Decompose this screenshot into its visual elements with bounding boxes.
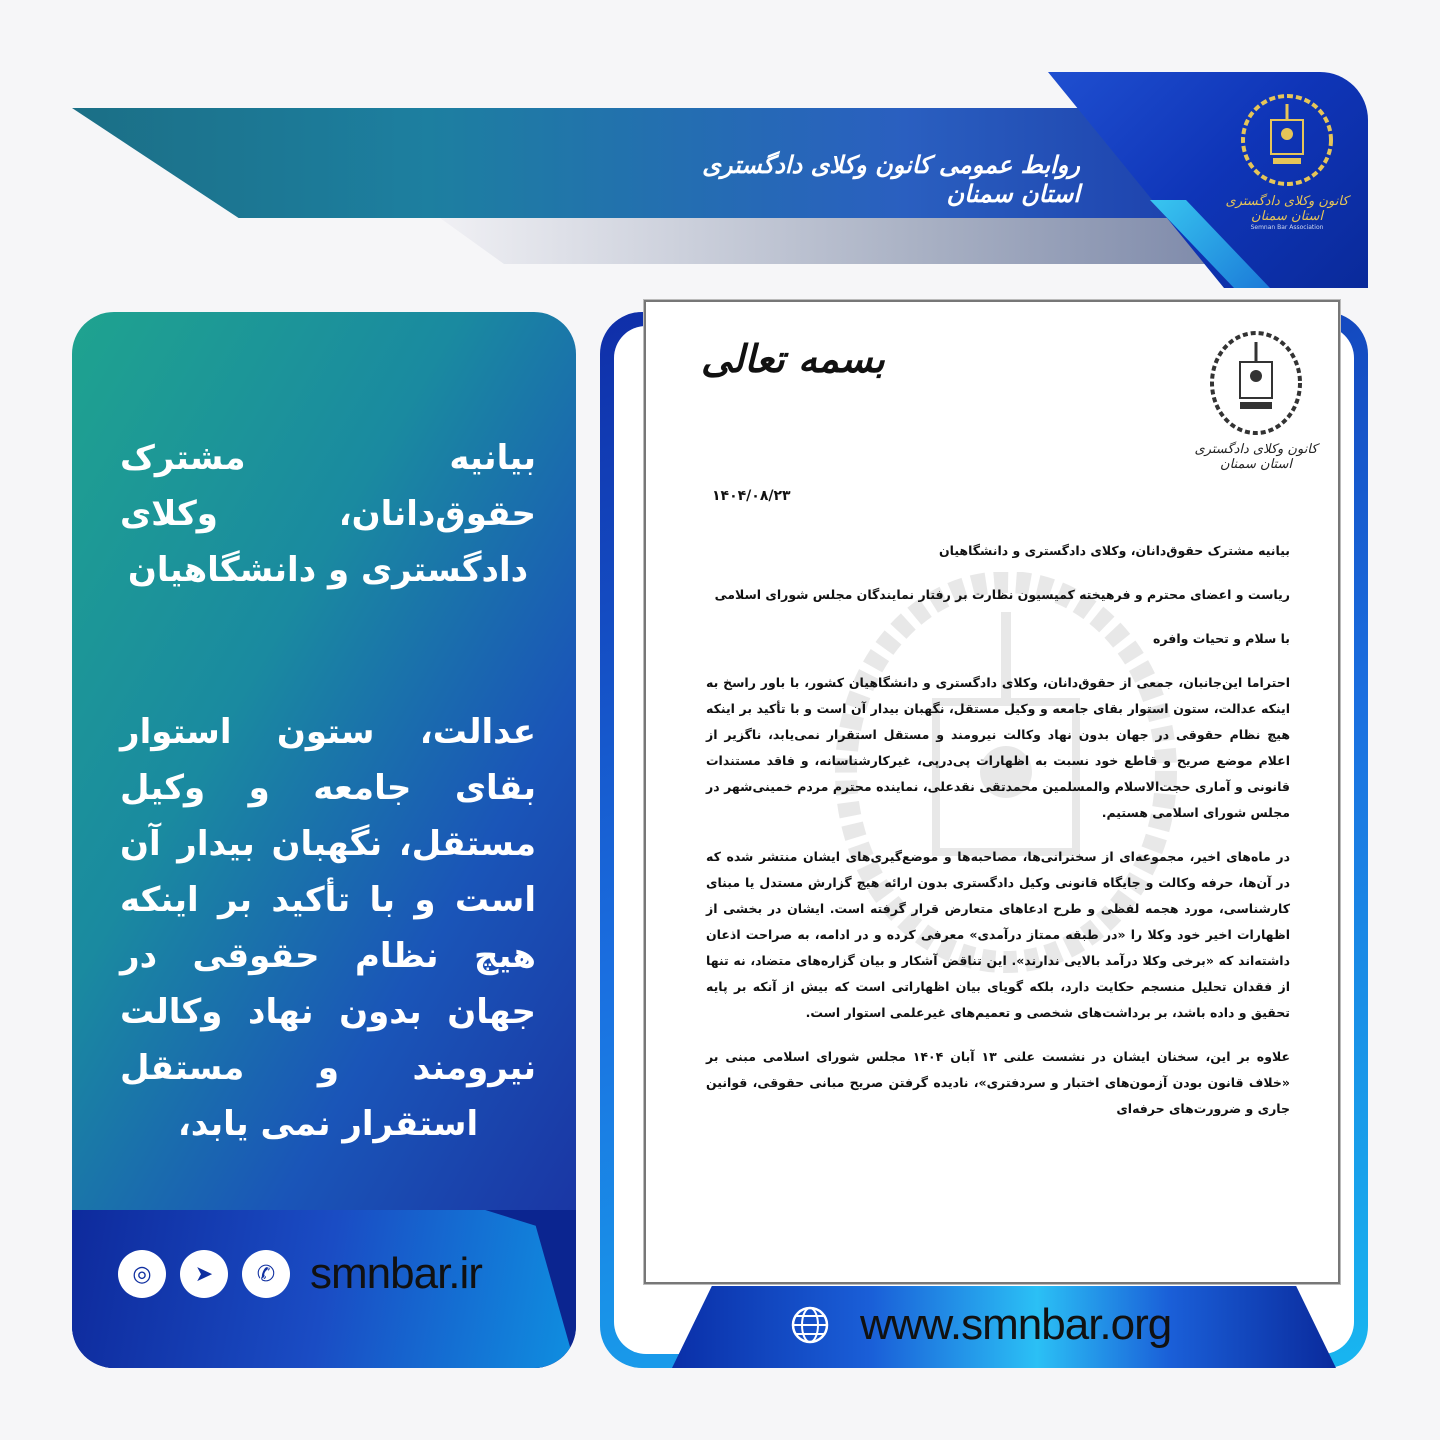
- letter-addressee: ریاست و اعضای محترم و فرهیخته کمیسیون نظارت بر رفتار نمایندگان مجلس شورای اسلامی: [714, 587, 1290, 602]
- statement-excerpt: عدالت، ستون استوار بقای جامعه و وکیل مستقل، نگهبان بیدار آن است و با تأکید بر اینکه هیچ نظام حقوقی در جهان بدون نهاد وکالت نیرومند و مستقل استقرار نمی یابد،: [120, 712, 536, 1144]
- header-ribbon: [72, 108, 1262, 218]
- instagram-icon[interactable]: ◎: [118, 1250, 166, 1298]
- letter-date: ۱۴۰۴/۰۸/۲۳: [712, 488, 791, 504]
- logo-subtext: Semnan Bar Association: [1250, 224, 1324, 231]
- website-url[interactable]: www.smnbar.org: [860, 1300, 1172, 1349]
- bar-association-logo: [1222, 90, 1352, 240]
- short-website-link[interactable]: smnbar.ir: [310, 1249, 482, 1298]
- statement-title: بیانیه مشترک حقوق‌دانان، وکلای دادگستری و دانشگاهیان: [120, 438, 536, 590]
- letter-paragraph: احتراما این‌جانبان، جمعی از حقوق‌دانان، وکلای دادگستری و دانشگاهیان کشور، با باور راسخ به اینکه عدالت، ستون استوار بقای جامعه و وکیل مستقل، نگهبان بیدار آن است و با تأکید بر اینکه هیچ نظام حقوقی در جهان بدون نهاد وکالت نیرومند و مستقل استقرار نمی‌یابد، ناگزیر از اعلام موضع صریح و قاطع خود نسبت به اظهارات پی‌درپی، غیرکارشناسانه، و فاقد مستندات قانونی و آماری حجت‌الاسلام والمسلمین محمدتقی نقدعلی، نماینده محترم مردم خمینی‌شهر در مجلس شورای اسلامی هستیم.: [706, 675, 1290, 820]
- letter-document: [644, 300, 1340, 1284]
- website-link[interactable]: [790, 1300, 1171, 1350]
- basmala-heading: بسمه تعالی: [701, 336, 885, 381]
- logo-text: کانون وکلای دادگستری استان سمنان: [1225, 194, 1349, 224]
- left-panel: [72, 312, 576, 1368]
- emblem-icon: [1206, 328, 1306, 438]
- letter-subject: بیانیه مشترک حقوق‌دانان، وکلای دادگستری و دانشگاهیان: [938, 543, 1290, 558]
- header-title: روابط عمومی کانون وکلای دادگستری استان سمنان: [702, 150, 1080, 208]
- whatsapp-icon[interactable]: ✆: [242, 1250, 290, 1298]
- globe-icon: [790, 1305, 830, 1345]
- letterhead-text: کانون وکلای دادگستری استان سمنان: [1194, 442, 1318, 472]
- letter-paragraph: در ماه‌های اخیر، مجموعه‌ای از سخنرانی‌ها، مصاحبه‌ها و موضع‌گیری‌های ایشان منتشر شده که در آن‌ها، حرفه وکالت و جایگاه قانونی وکیل دادگستری بدون ارائه هیچ گزارش مستدل یا مبنای کارشناسی، مورد هجمه لفظی و طرح ادعاهای متعارض قرار گرفته است. ایشان در بخشی از اظهارات اخیر خود وکلا را «در طبقه ممتاز درآمدی» معرفی کرده و در ادامه، به صراحت اذعان داشته‌اند که «برخی وکلا درآمد بالایی ندارند». این تناقض آشکار و بیان گزاره‌های متضاد، نه تنها از فقدان تحلیل منسجم حکایت دارد، بلکه گویای بیان اظهاراتی است که بیش از آنکه بر پایه تحقیق و داده باشد، بر برداشت‌های شخصی و تعمیم‌های غیرعلمی استوار است.: [706, 849, 1290, 1020]
- emblem-icon: [1237, 90, 1337, 190]
- letter-greeting: با سلام و تحیات وافره: [1153, 631, 1290, 646]
- social-links: [118, 1244, 482, 1304]
- telegram-icon[interactable]: ➤: [180, 1250, 228, 1298]
- letterhead-logo: [1186, 328, 1326, 472]
- letter-body: [706, 538, 1290, 1140]
- letter-paragraph: علاوه بر این، سخنان ایشان در نشست علنی ۱۳ آبان ۱۴۰۴ مجلس شورای اسلامی مبنی بر «خلاف قانون بودن آزمون‌های اختبار و سردفتری»، نادیده گرفتن صریح مبانی حقوقی، قوانین جاری و ضرورت‌های حرفه‌ای: [706, 1049, 1290, 1116]
- header-ribbon-shadow: [440, 218, 1240, 264]
